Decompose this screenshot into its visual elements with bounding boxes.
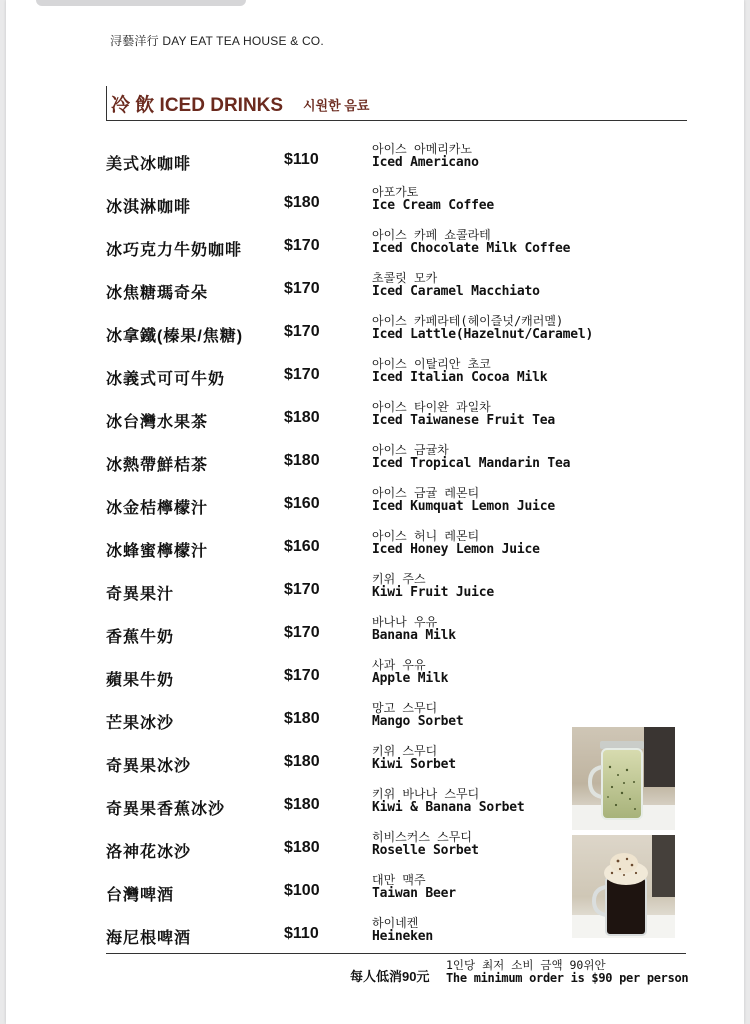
minimum-order-ko: 1인당 최저 소비 금액 90위안 [446,958,606,972]
item-name-en: Apple Milk [372,671,449,686]
item-name-ko: 대만 맥주 [372,873,426,887]
menu-item [6,613,744,656]
item-price: $180 [284,194,320,211]
menu-item [6,484,744,527]
item-name-zh: 冰金桔檸檬汁 [106,500,209,517]
item-name-ko: 아이스 금귤 레몬티 [372,486,480,500]
minimum-order-zh: 每人低消90元 [350,969,430,984]
item-name-ko: 아이스 금귤차 [372,443,449,457]
item-price: $170 [284,624,320,641]
item-price: $170 [284,280,320,297]
item-name-zh: 冰蜂蜜檸檬汁 [106,543,209,560]
item-name-ko: 아이스 카페 쇼콜라테 [372,228,491,242]
item-price: $110 [284,925,319,942]
item-name-zh: 冰台灣水果茶 [106,414,209,431]
item-name-en: Ice Cream Coffee [372,198,495,213]
item-name-ko: 히비스커스 스무디 [372,830,472,844]
item-name-zh: 美式冰咖啡 [106,156,192,173]
footer-divider [106,953,686,954]
item-name-ko: 키위 주스 [372,572,426,586]
item-price: $180 [284,710,320,727]
item-name-ko: 망고 스무디 [372,701,438,715]
iced-coffee-cream-photo-art [572,835,675,938]
menu-item [6,312,744,355]
menu-item [6,140,744,183]
item-name-zh: 蘋果牛奶 [106,672,175,689]
item-name-zh: 奇異果冰沙 [106,758,192,775]
item-price: $180 [284,839,320,856]
menu-item [6,398,744,441]
item-price: $160 [284,495,320,512]
item-price: $180 [284,753,320,770]
section-header [106,86,687,121]
item-name-en: Taiwan Beer [372,886,456,901]
menu-page [6,0,744,1024]
menu-item [6,570,744,613]
item-name-ko: 하이네켄 [372,916,419,930]
scan-edge [36,0,246,6]
section-title: 冷 飲 ICED DRINKS [111,95,284,116]
item-name-en: Iced Italian Cocoa Milk [372,370,548,385]
item-name-ko: 아이스 아메리카노 [372,142,472,156]
menu-item [6,183,744,226]
item-name-zh: 海尼根啤酒 [106,930,192,947]
item-name-ko: 아이스 타이완 과일차 [372,400,491,414]
item-name-en: Kiwi Fruit Juice [372,585,495,600]
item-name-en: Iced Tropical Mandarin Tea [372,456,571,471]
item-name-zh: 芒果冰沙 [106,715,175,732]
item-name-zh: 冰義式可可牛奶 [106,371,226,388]
menu-item [6,269,744,312]
item-price: $100 [284,882,320,899]
item-name-zh: 冰巧克力牛奶咖啡 [106,242,243,259]
item-name-en: Iced Taiwanese Fruit Tea [372,413,556,428]
item-name-ko: 아이스 허니 레몬티 [372,529,480,543]
item-name-zh: 冰淇淋咖啡 [106,199,192,216]
item-price: $170 [284,237,320,254]
item-price: $170 [284,581,320,598]
item-price: $180 [284,452,320,469]
item-name-en: Iced Chocolate Milk Coffee [372,241,571,256]
item-name-en: Kiwi Sorbet [372,757,456,772]
item-name-zh: 冰焦糖瑪奇朵 [106,285,209,302]
item-name-en: Mango Sorbet [372,714,464,729]
item-price: $160 [284,538,320,555]
item-name-zh: 冰拿鐵(榛果/焦糖) [106,328,244,345]
item-name-ko: 바나나 우유 [372,615,438,629]
item-name-en: Iced Honey Lemon Juice [372,542,540,557]
item-name-en: Roselle Sorbet [372,843,479,858]
item-name-ko: 키위 바나나 스무디 [372,787,480,801]
item-name-en: Heineken [372,929,434,944]
item-name-en: Iced Kumquat Lemon Juice [372,499,556,514]
item-name-ko: 아이스 이탈리안 초코 [372,357,491,371]
item-name-en: Banana Milk [372,628,456,643]
menu-item [6,226,744,269]
item-price: $180 [284,796,320,813]
iced-coffee-cream-photo [572,835,675,938]
item-name-ko: 초콜릿 모카 [372,271,438,285]
item-name-en: Iced Caramel Macchiato [372,284,540,299]
item-name-en: Iced Americano [372,155,479,170]
item-name-ko: 키위 스무디 [372,744,438,758]
company-name: 浔藝洋行 DAY EAT TEA HOUSE & CO. [110,34,324,48]
item-name-zh: 冰熱帶鮮桔茶 [106,457,209,474]
kiwi-drink-photo [572,727,675,830]
item-name-ko: 아포가토 [372,185,419,199]
item-name-zh: 洛神花冰沙 [106,844,192,861]
item-name-en: Kiwi & Banana Sorbet [372,800,525,815]
item-name-zh: 奇異果香蕉冰沙 [106,801,226,818]
item-name-ko: 아이스 카페라테(헤이즐넛/캐러멜) [372,314,564,328]
kiwi-drink-photo-art [572,727,675,830]
item-name-zh: 奇異果汁 [106,586,175,603]
section-subtitle-ko: 시원한 음료 [303,98,370,113]
menu-item [6,355,744,398]
item-name-ko: 사과 우유 [372,658,426,672]
item-name-zh: 香蕉牛奶 [106,629,175,646]
item-name-zh: 台灣啤酒 [106,887,175,904]
minimum-order-en: The minimum order is $90 per person [446,971,689,985]
item-price: $170 [284,366,320,383]
menu-item [6,527,744,570]
item-price: $170 [284,323,320,340]
item-name-en: Iced Lattle(Hazelnut/Caramel) [372,327,594,342]
item-price: $170 [284,667,320,684]
item-price: $180 [284,409,320,426]
menu-item [6,656,744,699]
item-price: $110 [284,151,319,168]
menu-item [6,441,744,484]
